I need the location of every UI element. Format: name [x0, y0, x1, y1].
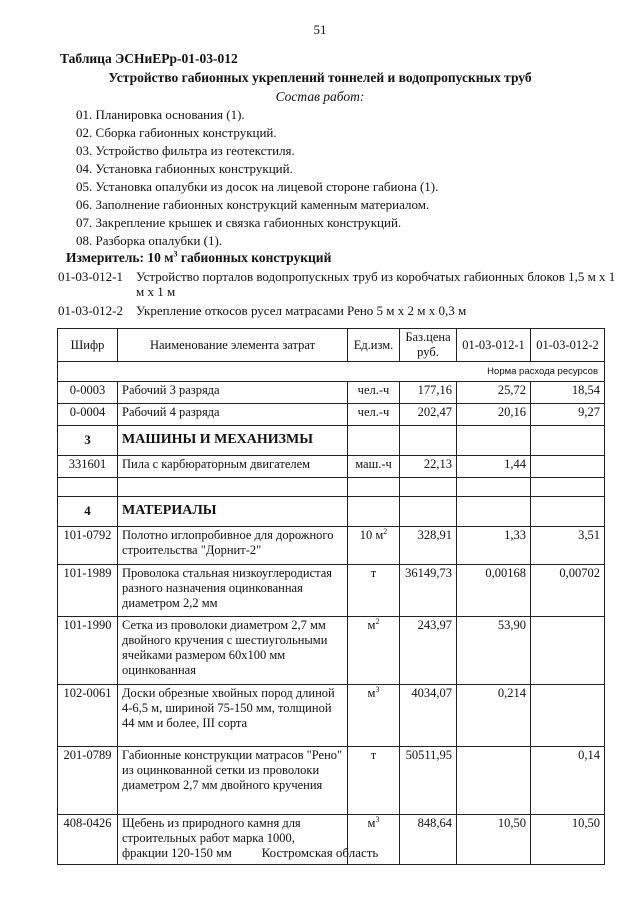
resource-unit: [348, 456, 400, 478]
header-price-line2: руб.: [417, 345, 439, 359]
empty-cell: [457, 497, 531, 527]
resource-code: 0-0004: [58, 404, 118, 426]
resource-name: Рабочий 3 разряда: [118, 382, 348, 404]
section-title: МАШИНЫ И МЕХАНИЗМЫ: [118, 426, 348, 456]
table-row: [58, 456, 605, 478]
resource-code: 0-0003: [58, 382, 118, 404]
norm-variant-1: [457, 747, 531, 815]
base-price: 202,47: [400, 404, 457, 426]
header-price-line1: Баз.цена: [405, 330, 451, 344]
header-unit: Ед.изм.: [348, 329, 400, 362]
spacer-cell: [457, 478, 531, 497]
work-item: 06. Заполнение габионных конструкций каменным материалом.: [76, 197, 430, 212]
unit-text: т: [370, 748, 377, 762]
table-subtitle: Устройство габионных укреплений тоннелей и водопропускных труб: [108, 70, 532, 85]
resource-name: Доски обрезные хвойных пород длиной 4-6,5 м, шириной 75-150 мм, толщиной 44 мм и более, III сорта: [118, 685, 348, 747]
section-row: [58, 426, 605, 456]
base-price: 848,64: [400, 815, 457, 865]
unit-text: 10 м: [359, 528, 384, 542]
norm-variant-1: 53,90: [457, 617, 531, 685]
norm-variant-2: 0,14: [531, 747, 605, 815]
section-code: 4: [58, 497, 118, 527]
work-item: 04. Установка габионных конструкций.: [76, 161, 293, 176]
norm-variant-1: 20,16: [457, 404, 531, 426]
base-price: 177,16: [400, 382, 457, 404]
norm-row: [58, 362, 605, 382]
base-price: 328,91: [400, 527, 457, 565]
variant-item: [58, 269, 618, 299]
base-price: 50511,95: [400, 747, 457, 815]
resource-unit: [348, 747, 400, 815]
table-row: [58, 382, 605, 404]
work-item: 07. Закрепление крышек и связка габионных конструкций.: [76, 215, 402, 230]
spacer-row: [58, 478, 605, 497]
resource-unit: [348, 617, 400, 685]
empty-cell: [531, 497, 605, 527]
base-price: 243,97: [400, 617, 457, 685]
unit-text: м: [367, 618, 376, 632]
unit-sup: 3: [375, 684, 380, 694]
empty-cell: [531, 426, 605, 456]
spacer-cell: [348, 478, 400, 497]
resource-unit: [348, 565, 400, 617]
resource-name: Полотно иглопробивное для дорожного строительства "Дорнит-2": [118, 527, 348, 565]
table-row: [58, 747, 605, 815]
table-row: [58, 617, 605, 685]
resource-unit: [348, 382, 400, 404]
empty-cell: [400, 497, 457, 527]
resource-table: [57, 328, 605, 865]
resource-code: 101-1989: [58, 565, 118, 617]
work-list: [76, 106, 438, 250]
unit-text: т: [370, 566, 377, 580]
page-footer: Костромская область: [261, 845, 379, 860]
unit-text: маш.-ч: [355, 457, 392, 471]
resource-name: Рабочий 4 разряда: [118, 404, 348, 426]
measure-prefix: Измеритель: 10 м: [66, 250, 174, 265]
header-code: Шифр: [58, 329, 118, 362]
work-item: 03. Устройство фильтра из геотекстиля.: [76, 143, 295, 158]
measure-sup: 3: [173, 249, 178, 259]
table-body: [58, 382, 605, 865]
norm-variant-1: 0,00168: [457, 565, 531, 617]
unit-text: чел.-ч: [357, 405, 390, 419]
norm-variant-1: 0,214: [457, 685, 531, 747]
work-composition-heading: Состав работ:: [275, 89, 365, 104]
resource-code: 102-0061: [58, 685, 118, 747]
norm-variant-2: [531, 685, 605, 747]
work-item: 05. Установка опалубки из досок на лицевой стороне габиона (1).: [76, 179, 439, 194]
norm-variant-2: 3,51: [531, 527, 605, 565]
table-row: [58, 527, 605, 565]
resource-name: Щебень из природного камня для строительных работ марка 1000, фракции 120-150 мм: [118, 815, 348, 865]
unit-text: м: [367, 686, 376, 700]
table-row: [58, 685, 605, 747]
empty-cell: [457, 426, 531, 456]
norm-label: Норма расхода ресурсов: [58, 362, 605, 382]
header-price: [400, 329, 457, 362]
table-row: [58, 404, 605, 426]
section-row: [58, 497, 605, 527]
work-item: 02. Сборка габионных конструкций.: [76, 125, 277, 140]
resource-name: Проволока стальная низкоуглеродистая разного назначения оцинкованная диаметром 2,2 мм: [118, 565, 348, 617]
header-name: Наименование элемента затрат: [118, 329, 348, 362]
header-variant-1: 01-03-012-1: [457, 329, 531, 362]
resource-code: 331601: [58, 456, 118, 478]
norm-variant-1: 10,50: [457, 815, 531, 865]
norm-variant-1: 1,44: [457, 456, 531, 478]
table-row: [58, 565, 605, 617]
resource-name: Сетка из проволоки диаметром 2,7 мм двойного кручения с шестиугольными ячейками размером 60х100 мм оцинкованная: [118, 617, 348, 685]
resource-code: 101-1990: [58, 617, 118, 685]
empty-cell: [348, 426, 400, 456]
unit-sup: 2: [383, 526, 388, 536]
resource-name: Пила с карбюраторным двигателем: [118, 456, 348, 478]
variant-item: [58, 303, 618, 318]
resource-unit: [348, 404, 400, 426]
measure-suffix: габионных конструкций: [177, 250, 332, 265]
variant-text: Устройство порталов водопропускных труб из коробчатых габионных блоков 1,5 м х 1 м х 1 м: [136, 269, 616, 299]
resource-code: 201-0789: [58, 747, 118, 815]
measurement-unit: [66, 250, 331, 266]
unit-sup: 3: [375, 814, 380, 824]
base-price: 4034,07: [400, 685, 457, 747]
norm-variant-1: 25,72: [457, 382, 531, 404]
spacer-cell: [118, 478, 348, 497]
norm-variant-2: 10,50: [531, 815, 605, 865]
work-item: 08. Разборка опалубки (1).: [76, 233, 223, 248]
spacer-cell: [58, 478, 118, 497]
section-title: МАТЕРИАЛЫ: [118, 497, 348, 527]
resource-unit: [348, 685, 400, 747]
section-code: 3: [58, 426, 118, 456]
empty-cell: [400, 426, 457, 456]
page-number: 51: [313, 22, 327, 37]
norm-variant-2: 9,27: [531, 404, 605, 426]
spacer-cell: [400, 478, 457, 497]
norm-variant-2: [531, 617, 605, 685]
unit-sup: 2: [375, 616, 380, 626]
variant-list: [58, 269, 618, 318]
unit-text: м: [367, 816, 376, 830]
variant-code: 01-03-012-1: [58, 269, 123, 284]
resource-name: Габионные конструкции матрасов "Рено" из оцинкованной сетки из проволоки диаметром 2,7 мм двойного кручения: [118, 747, 348, 815]
unit-text: чел.-ч: [357, 383, 390, 397]
table-header-row: [58, 329, 605, 362]
resource-code: 408-0426: [58, 815, 118, 865]
variant-text: Укрепление откосов русел матрасами Рено 5 м х 2 м х 0,3 м: [136, 303, 467, 318]
base-price: 36149,73: [400, 565, 457, 617]
table-title: Таблица ЭСНиЕРр-01-03-012: [60, 51, 238, 66]
base-price: 22,13: [400, 456, 457, 478]
work-item: 01. Планировка основания (1).: [76, 107, 245, 122]
norm-variant-1: 1,33: [457, 527, 531, 565]
spacer-cell: [531, 478, 605, 497]
norm-variant-2: [531, 456, 605, 478]
header-variant-2: 01-03-012-2: [531, 329, 605, 362]
norm-variant-2: 18,54: [531, 382, 605, 404]
variant-code: 01-03-012-2: [58, 303, 123, 318]
resource-unit: [348, 527, 400, 565]
empty-cell: [348, 497, 400, 527]
resource-code: 101-0792: [58, 527, 118, 565]
norm-variant-2: 0,00702: [531, 565, 605, 617]
